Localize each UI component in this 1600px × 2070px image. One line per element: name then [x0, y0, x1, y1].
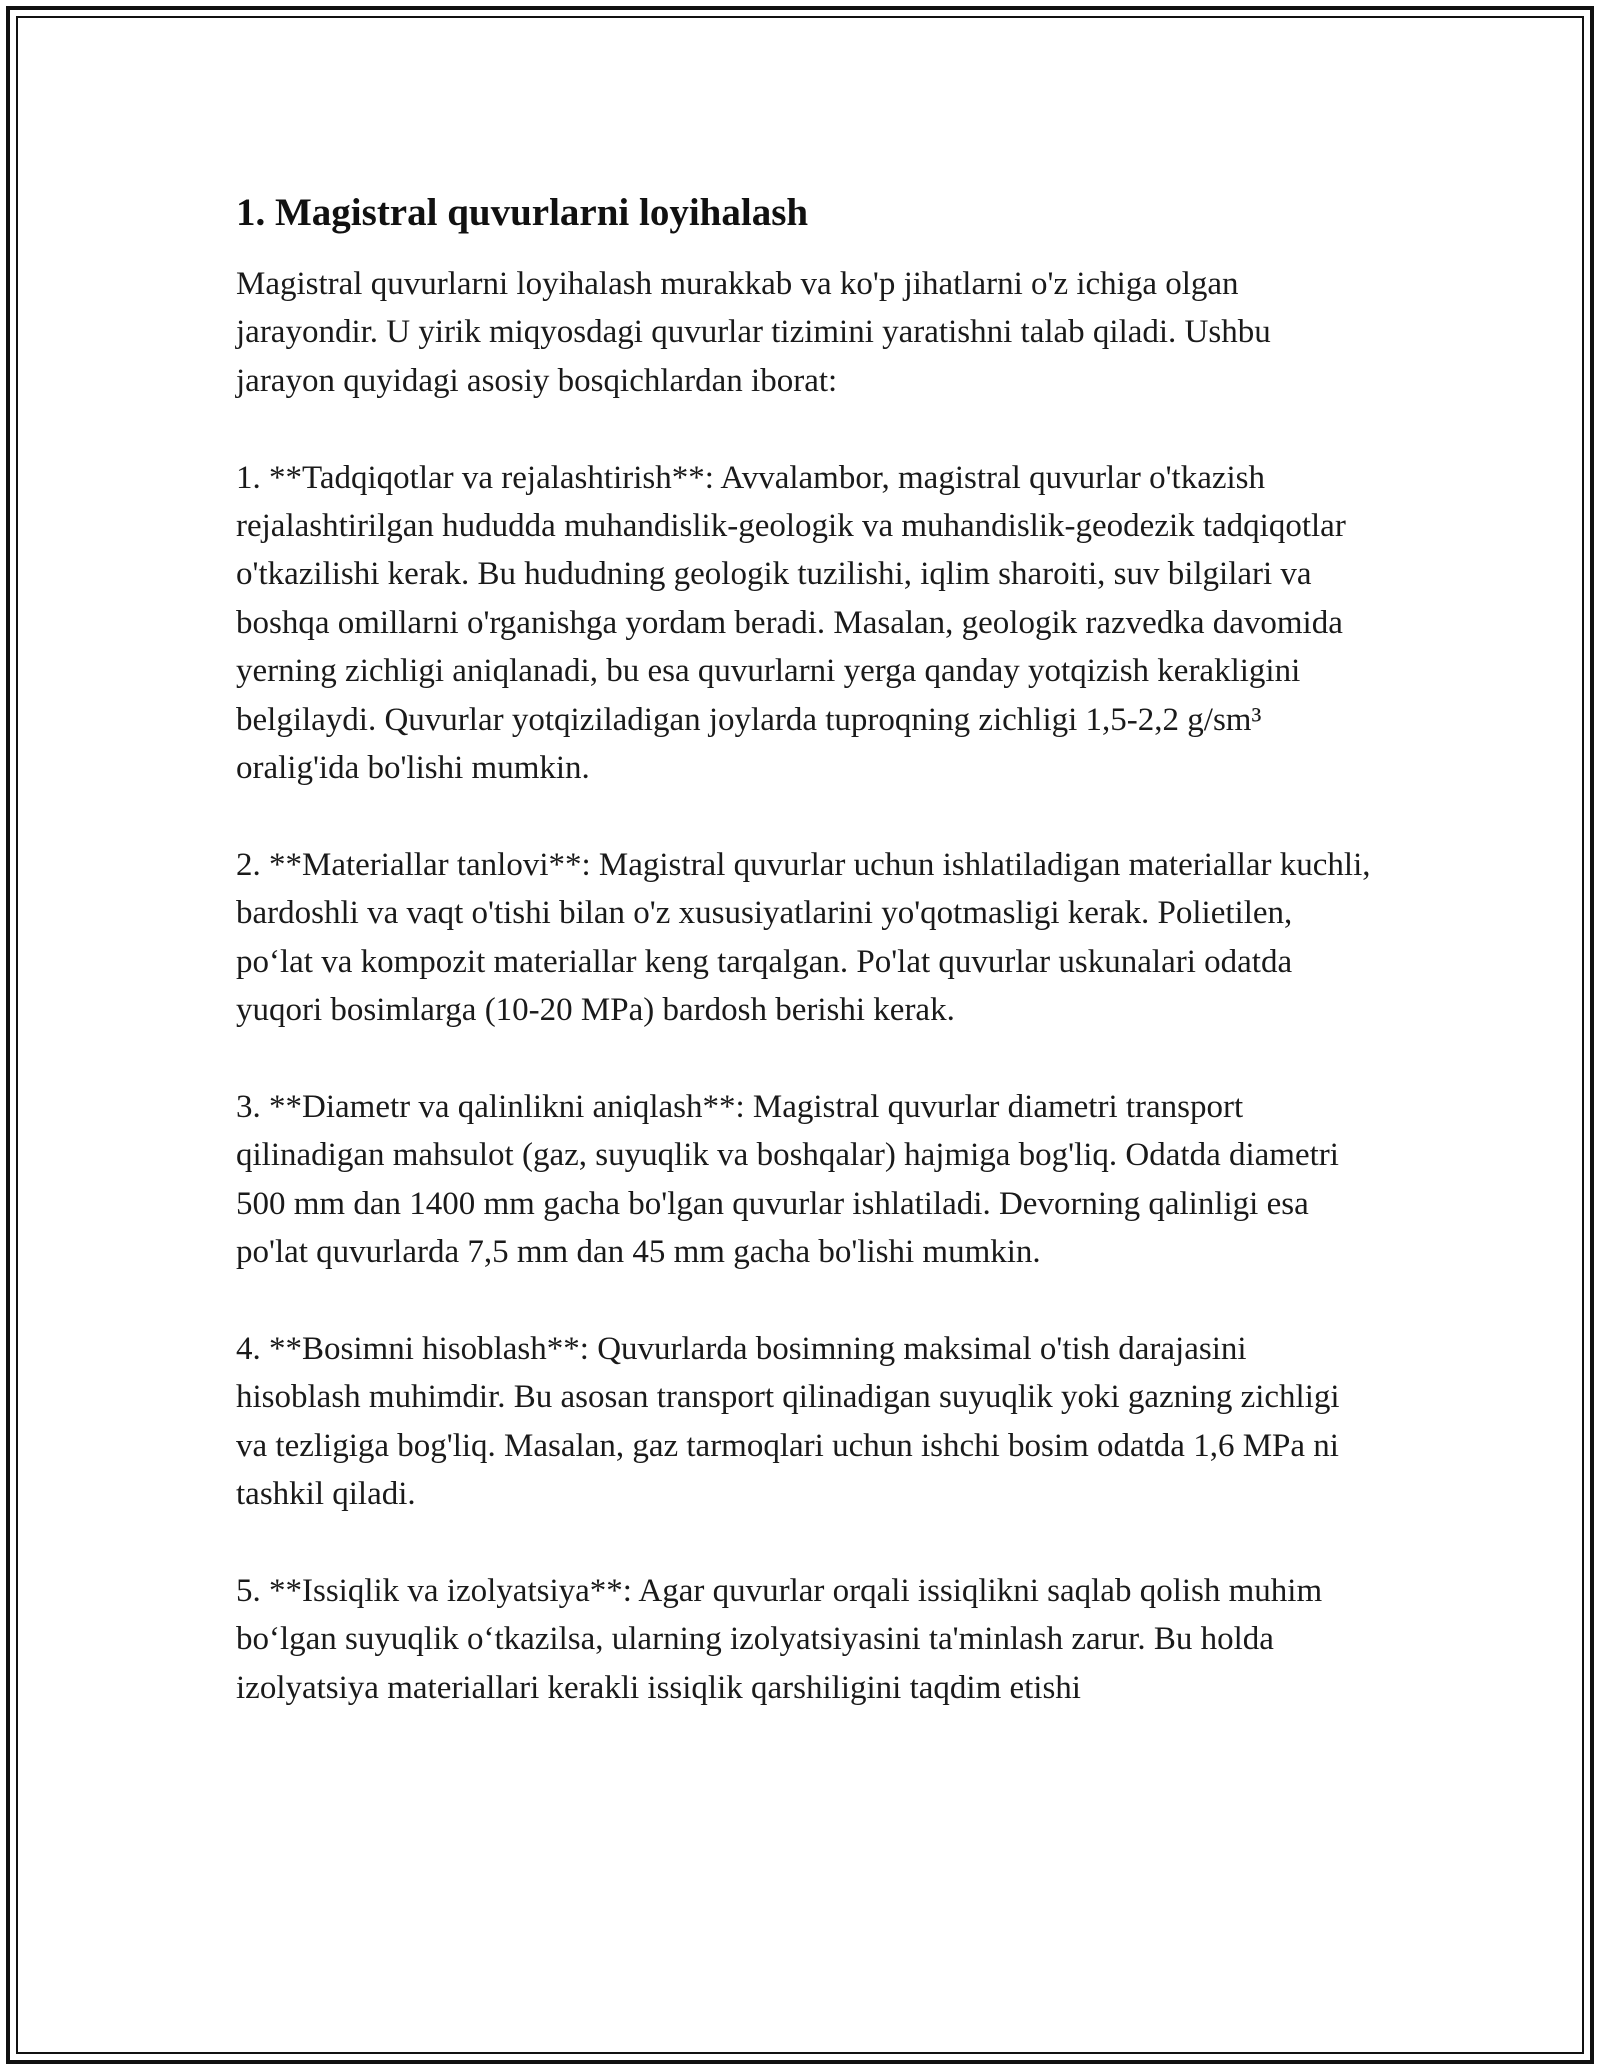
- document-body: [236, 188, 1376, 1712]
- document-title: 1. Magistral quvurlarni loyihalash: [236, 191, 809, 234]
- paragraph-materials: 2. **Materiallar tanlovi**: Magistral quvurlar uchun ishlatiladigan materiallar kuchli, bardoshli va vaqt o'tishi bilan o'z xususiyatlarini yo'qotmasligi kerak. Polietilen, po‘lat va kompozit materiallar keng tarqalgan. Po'lat quvurlar uskunalari odatda yuqori bosimlarga (10-20 MPa) bardosh berishi kerak.: [236, 846, 1371, 1029]
- paragraph-pressure: 4. **Bosimni hisoblash**: Quvurlarda bosimning maksimal o'tish darajasini hisoblash muhimdir. Bu asosan transport qilinadigan suyuqlik yoki gazning zichligi va tezligiga bog'liq. Masalan, gaz tarmoqlari uchun ishchi bosim odatda 1,6 MPa ni tashkil qiladi.: [236, 1330, 1340, 1513]
- paragraph-insulation: 5. **Issiqlik va izolyatsiya**: Agar quvurlar orqali issiqlikni saqlab qolish muhim bo‘lgan suyuqlik o‘tkazilsa, ularning izolyatsiyasini ta'minlash zarur. Bu holda izolyatsiya materiallari kerakli issiqlik qarshiligini taqdim etishi: [236, 1572, 1323, 1706]
- intro-paragraph: Magistral quvurlarni loyihalash murakkab va ko'p jihatlarni o'z ichiga olgan jarayondir. U yirik miqyosdagi quvurlar tizimini yaratishni talab qiladi. Ushbu jarayon quyidagi asosiy bosqichlardan iborat:: [236, 266, 1271, 399]
- paragraph-research-planning: 1. **Tadqiqotlar va rejalashtirish**: Avvalambor, magistral quvurlar o'tkazish rejalashtirilgan hududda muhandislik-geologik va muhandislik-geodezik tadqiqotlar o'tkazilishi kerak. Bu hududning geologik tuzilishi, iqlim sharoiti, suv bilgilari va boshqa omillarni o'rganishga yordam beradi. Masalan, geologik razvedka davomida yerning zichligi aniqlanadi, bu esa quvurlarni yerga qanday yotqizish kerakligini belgilaydi. Quvurlar yotqiziladigan joylarda tuproqning zichligi 1,5-2,2 g/sm³ oralig'ida bo'lishi mumkin.: [236, 459, 1346, 787]
- paragraph-diameter-thickness: 3. **Diametr va qalinlikni aniqlash**: Magistral quvurlar diametri transport qilinadigan mahsulot (gaz, suyuqlik va boshqalar) hajmiga bog'liq. Odatda diametri 500 mm dan 1400 mm gacha bo'lgan quvurlar ishlatiladi. Devorning qalinligi esa po'lat quvurlarda 7,5 mm dan 45 mm gacha bo'lishi mumkin.: [236, 1088, 1339, 1271]
